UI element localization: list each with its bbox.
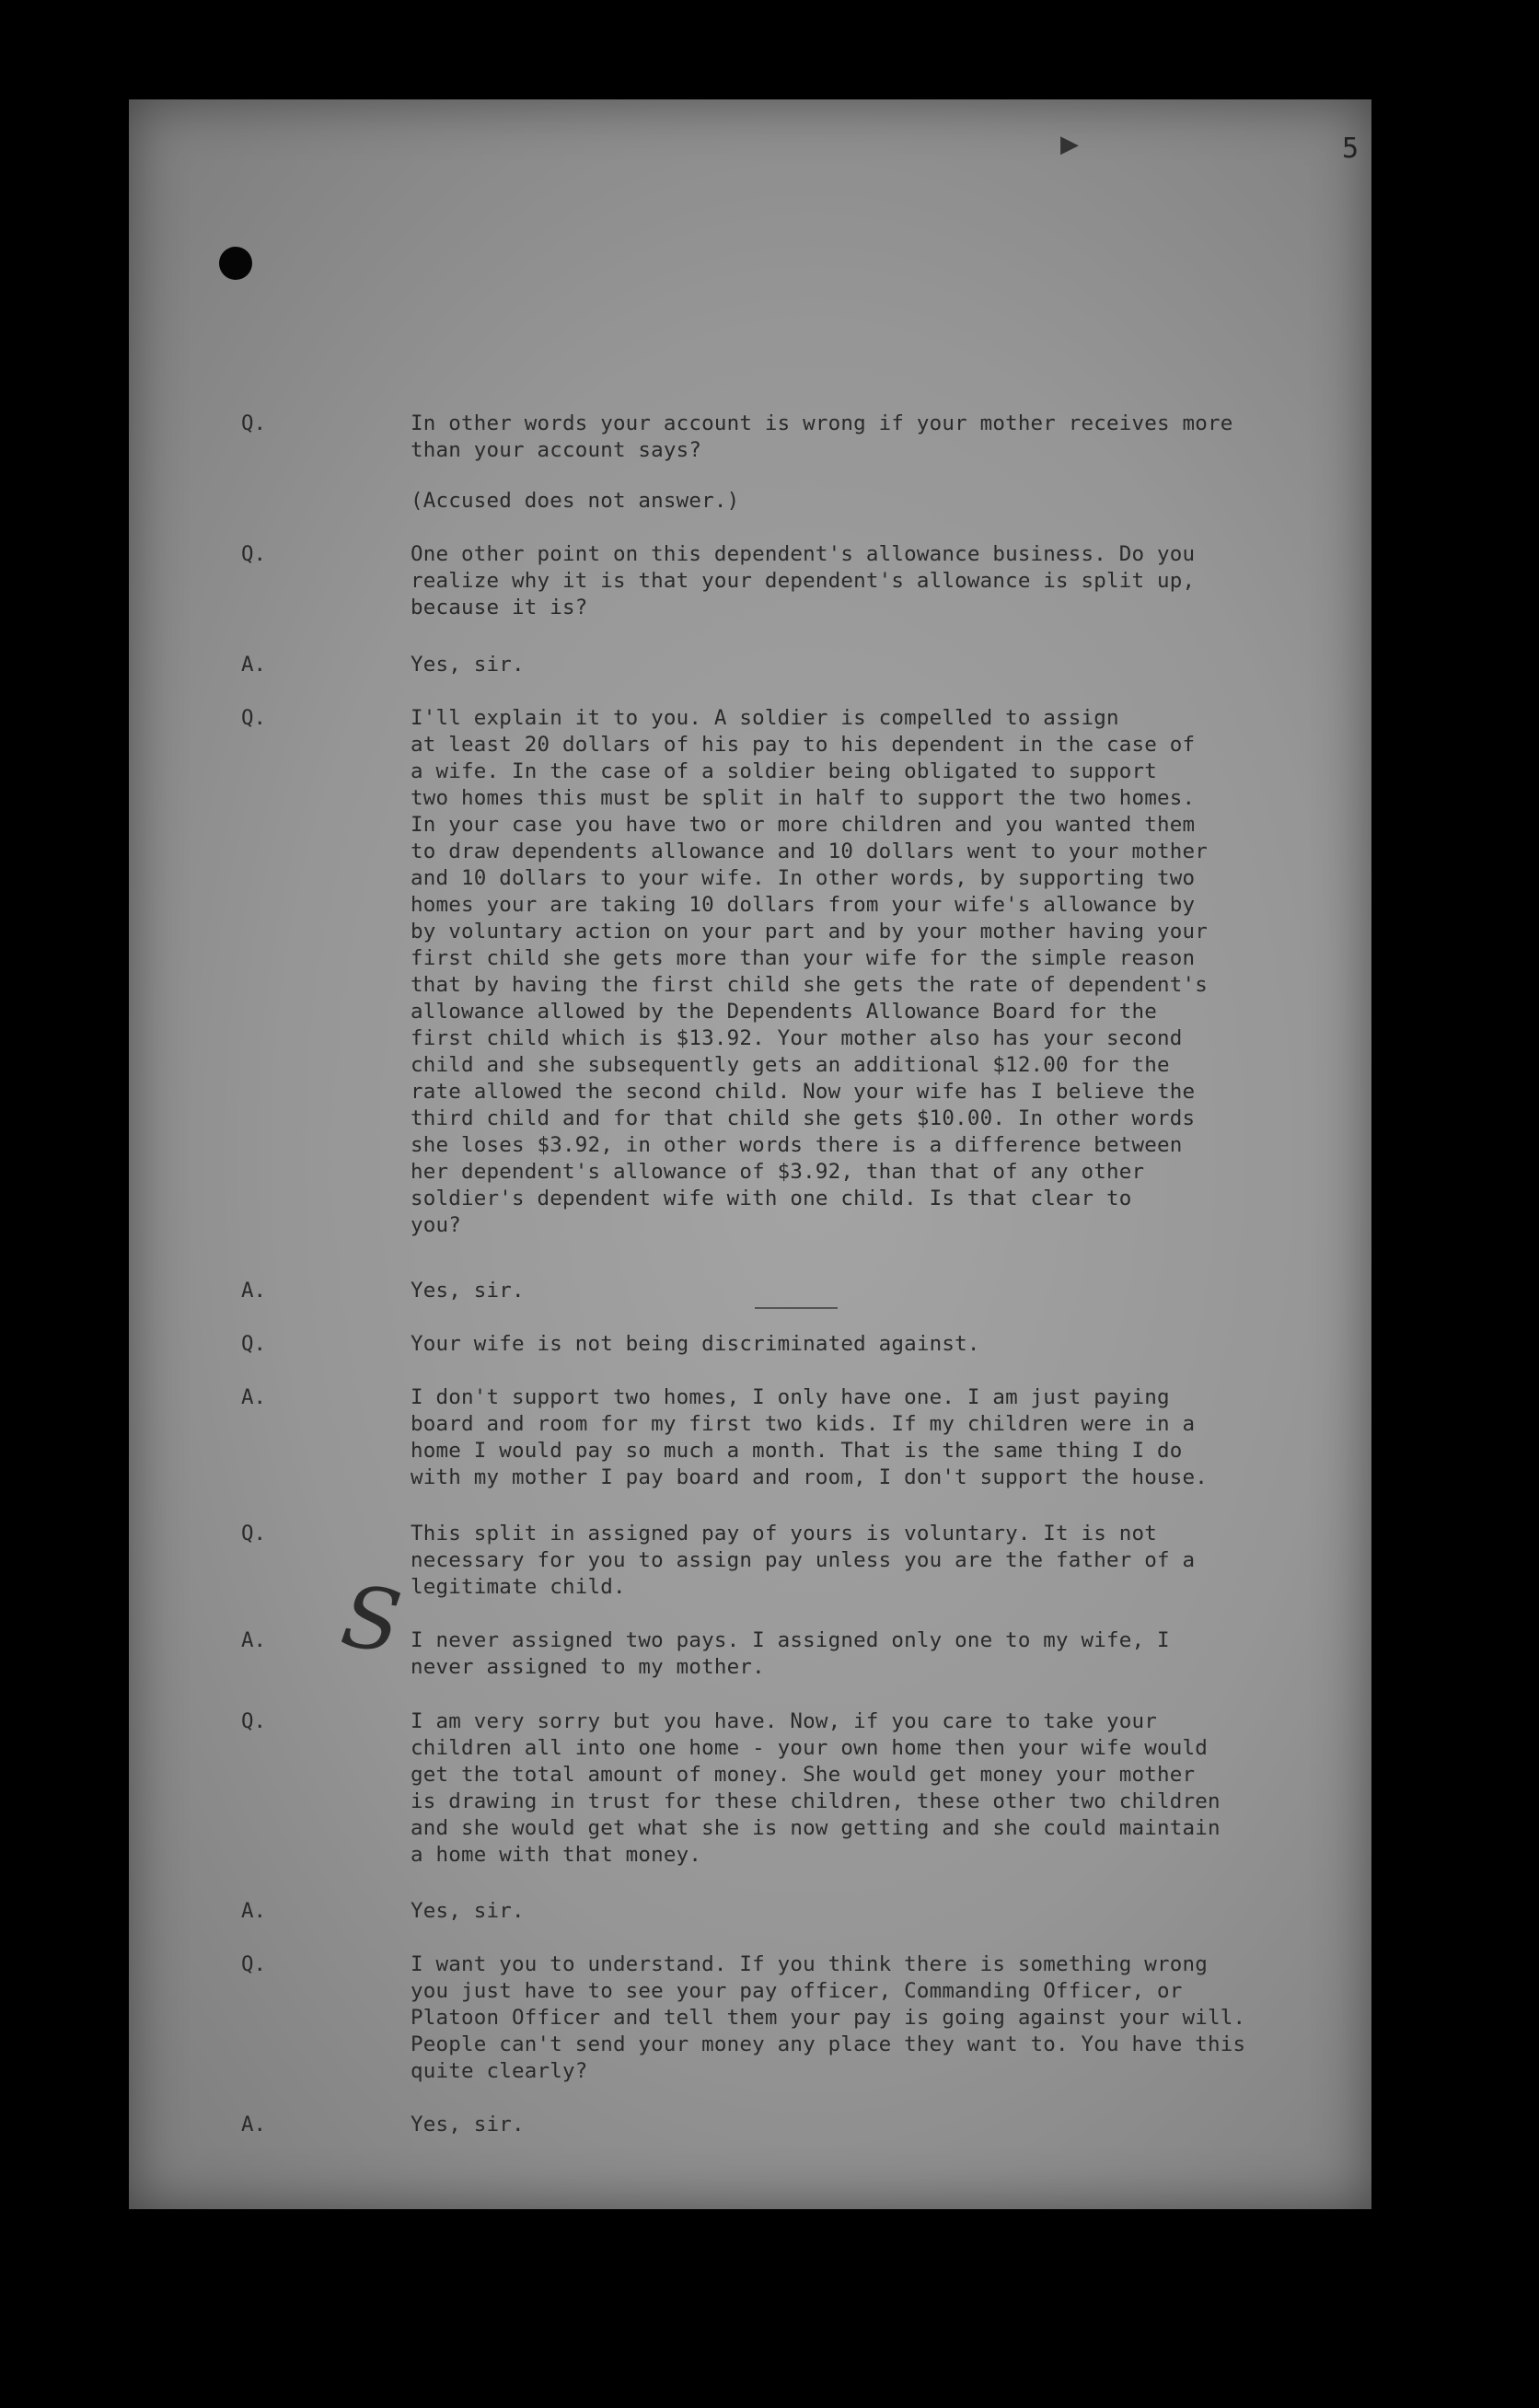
speaker-label: Q. — [241, 1332, 267, 1356]
punch-hole — [219, 247, 252, 280]
speaker-label: Q. — [241, 542, 267, 566]
speaker-label: Q. — [241, 1952, 267, 1976]
entry-text: I never assigned two pays. I assigned only one to my wife, I never assigned to my mother. — [411, 1628, 1170, 1679]
speaker-label: A. — [241, 1628, 267, 1652]
speaker-label: A. — [241, 2113, 267, 2136]
entry-text: I want you to understand. If you think there is something wrong you just have to see your pay officer, Commanding Officer, or Platoon Officer and tell them your pay is going against your will. People can't send your money any place they want to. You have this quite clearly? — [411, 1952, 1246, 2083]
entry-text: Yes, sir. — [411, 1279, 525, 1302]
entry-text: I am very sorry but you have. Now, if you care to take your children all into one home - your own home then your wife would get the total amount of money. She would get money your mother is drawing in trust for these children, these other two children and she would get what she is now getting and she could maintain a home with that money. — [411, 1709, 1221, 1867]
entry-text: I'll explain it to you. A soldier is compelled to assign at least 20 dollars of his pay to his dependent in the case of a wife. In the case of a soldier being obligated to support two homes this must be split in half to support the two homes. In your case you have two or more children and you wanted them to draw dependents allowance and 10 dollars went to your mother and 10 dollars to your wife. In other words, by supporting two homes your are taking 10 dollars from your wife's allowance by by voluntary action on your part and by your mother having your first child she gets more than your wife for the simple reason that by having the first child she gets the rate of dependent's allowance allowed by the Dependents Allowance Board for the first child which is $13.92. Your mother also has your second child and she subsequently gets an additional $12.00 for the rate allowed the second child. Now your wife has I believe the third child and for that child she gets $10.00. In other words she loses $3.92, in other words there is a difference between her dependent's allowance of $3.92, than that of any other soldier's dependent wife with one child. Is that clear to you? — [411, 706, 1209, 1237]
top-mark: ▶ — [1060, 131, 1079, 158]
speaker-label: A. — [241, 1279, 267, 1302]
entry-text: Yes, sir. — [411, 2113, 525, 2136]
speaker-label: A. — [241, 1385, 267, 1409]
entry-text: (Accused does not answer.) — [411, 489, 740, 513]
entry-text: In other words your account is wrong if your mother receives more than your account says? — [411, 411, 1233, 462]
entry-text: One other point on this dependent's allowance business. Do you realize why it is that your dependent's allowance is split up, because it is? — [411, 542, 1196, 619]
speaker-label: Q. — [241, 1522, 267, 1546]
speaker-label: Q. — [241, 706, 267, 730]
entry-text: Yes, sir. — [411, 653, 525, 677]
speaker-label: Q. — [241, 1709, 267, 1733]
speaker-label: Q. — [241, 411, 267, 435]
speaker-label: A. — [241, 653, 267, 677]
entry-text: Your wife is not being discriminated against. — [411, 1332, 980, 1356]
divider-mark — [755, 1307, 838, 1309]
speaker-label: A. — [241, 1899, 267, 1923]
page-corner-mark: 5 — [1342, 133, 1360, 165]
entry-text: I don't support two homes, I only have one. I am just paying board and room for my first two kids. If my children were in a home I would pay so much a month. That is the same thing I do with my mother I pay board and room, I don't support the house. — [411, 1385, 1209, 1489]
entry-text: This split in assigned pay of yours is voluntary. It is not necessary for you to assign pay unless you are the father of a legitimate child. — [411, 1522, 1196, 1599]
document-page — [129, 99, 1371, 2209]
entry-text: Yes, sir. — [411, 1899, 525, 1923]
margin-handwritten-mark: S — [335, 1567, 408, 1673]
